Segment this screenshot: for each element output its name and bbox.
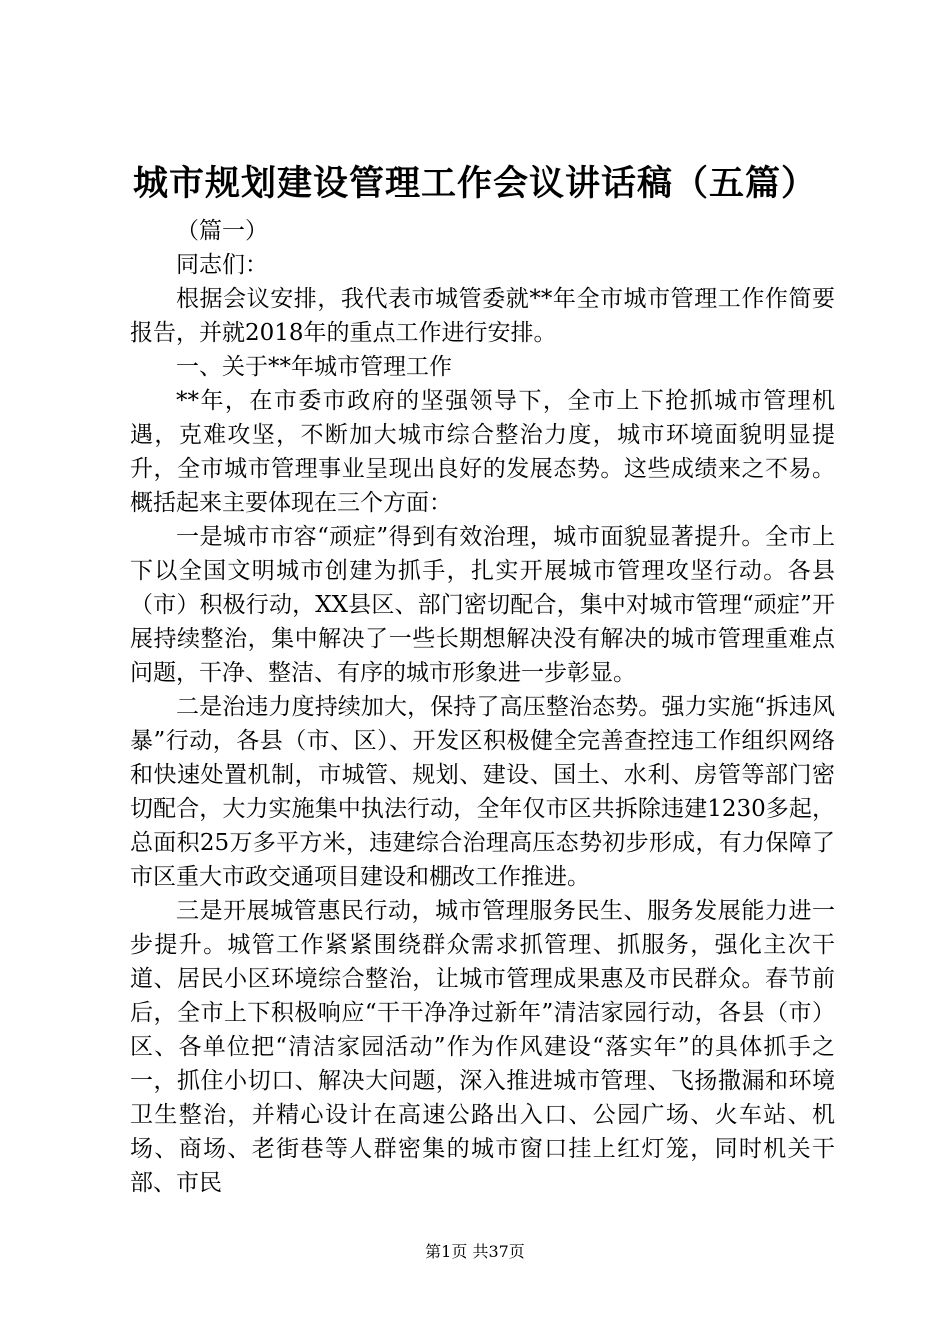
document-title: 城市规划建设管理工作会议讲话稿（五篇） — [132, 163, 817, 204]
body-paragraph: 根据会议安排，我代表市城管委就**年全市城市管理工作作简要报告，并就2018年的重点工作进行安排。 — [130, 286, 835, 346]
body-paragraph: **年，在市委市政府的坚强领导下，全市上下抢抓城市管理机遇，克难攻坚，不断加大城市综合整治力度，城市环境面貌明显提升，全市城市管理事业呈现出良好的发展态势。这些成绩来之不易。概括起来主要体现在三个方面： — [130, 388, 835, 516]
body-paragraph: 一是城市市容“顽症”得到有效治理，城市面貌显著提升。全市上下以全国文明城市创建为抓手，扎实开展城市管理攻坚行动。各县（市）积极行动，XX县区、部门密切配合，集中对城市管理“顽症”开展持续整治，集中解决了一些长期想解决没有解决的城市管理重难点问题，干净、整洁、有序的城市形象进一步彰显。 — [130, 524, 835, 686]
salutation: 同志们： — [176, 252, 268, 278]
section-heading-one: 一、关于**年城市管理工作 — [176, 354, 452, 380]
document-body — [130, 214, 835, 1200]
page-number-footer: 第1页 共37页 — [425, 1242, 525, 1261]
body-paragraph: 三是开展城管惠民行动，城市管理服务民生、服务发展能力进一步提升。城管工作紧紧围绕群众需求抓管理、抓服务，强化主次干道、居民小区环境综合整治，让城市管理成果惠及市民群众。春节前后，全市上下积极响应“干干净净过新年”清洁家园行动，各县（市）区、各单位把“清洁家园活动”作为作风建设“落实年”的具体抓手之一，抓住小切口、解决大问题，深入推进城市管理、飞扬撒漏和环境卫生整治，并精心设计在高速公路出入口、公园广场、火车站、机场、商场、老街巷等人群密集的城市窗口挂上红灯笼，同时机关干部、市民 — [130, 898, 835, 1196]
body-paragraph: 二是治违力度持续加大，保持了高压整治态势。强力实施“拆违风暴”行动，各县（市、区）、开发区积极健全完善查控违工作组织网络和快速处置机制，市城管、规划、建设、国土、水利、房管等部门密切配合，大力实施集中执法行动，全年仅市区共拆除违建1230多起，总面积25万多平方米，违建综合治理高压态势初步形成，有力保障了市区重大市政交通项目建设和棚改工作推进。 — [130, 694, 835, 890]
section-heading-part-one: （篇一） — [176, 218, 268, 244]
